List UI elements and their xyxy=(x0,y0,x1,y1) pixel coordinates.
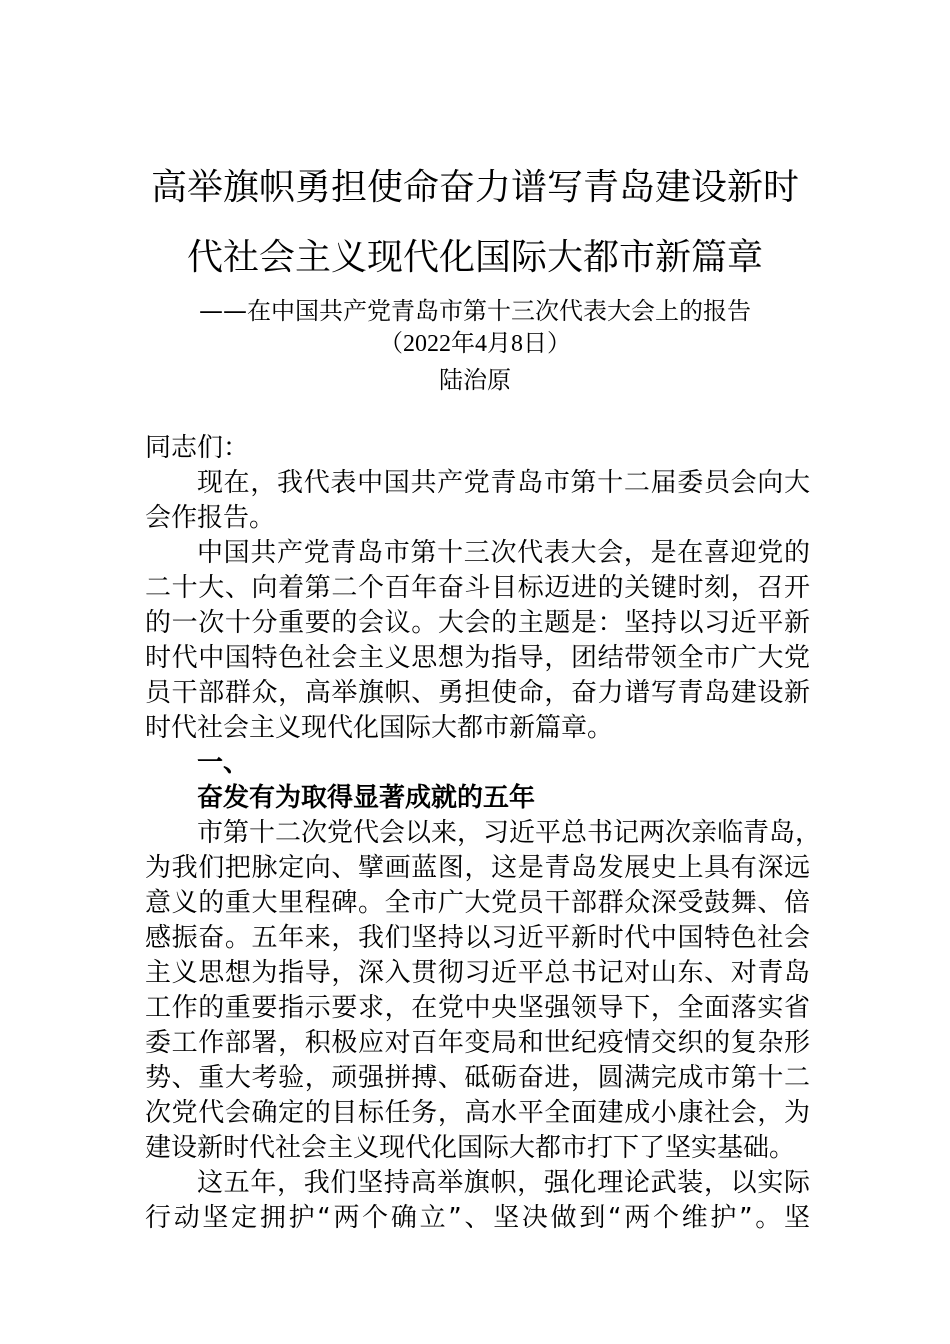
paragraph-line: 时代社会主义现代化国际大都市新篇章。 xyxy=(145,713,614,743)
paragraph-line: 工作的重要指示要求，在党中央坚强领导下，全面落实省 xyxy=(145,993,810,1023)
section-heading: 奋发有为取得显著成就的五年 xyxy=(197,783,536,813)
salutation: 同志们： xyxy=(145,433,250,463)
section-number: 一、 xyxy=(197,748,250,778)
paragraph-line: 这五年，我们坚持高举旗帜，强化理论武装，以实际 xyxy=(197,1168,810,1198)
document-date: （2022年4月8日） xyxy=(379,331,571,357)
paragraph-line: 中国共产党青岛市第十三次代表大会，是在喜迎党的 xyxy=(197,538,810,568)
document-author: 陆治原 xyxy=(439,366,511,394)
paragraph-line: 二十大、向着第二个百年奋斗目标迈进的关键时刻，召开 xyxy=(145,573,810,603)
paragraph-line: 意义的重大里程碑。全市广大党员干部群众深受鼓舞、倍 xyxy=(145,888,810,918)
paragraph-line: 员干部群众，高举旗帜、勇担使命，奋力谱写青岛建设新 xyxy=(145,678,810,708)
paragraph-line: 委工作部署，积极应对百年变局和世纪疫情交织的复杂形 xyxy=(145,1028,810,1058)
paragraph-line: 现在，我代表中国共产党青岛市第十二届委员会向大 xyxy=(197,468,810,498)
paragraph-line: 行动坚定拥护“两个确立”、坚决做到“两个维护”。坚 xyxy=(145,1203,810,1233)
document-subtitle: ——在中国共产党青岛市第十三次代表大会上的报告 xyxy=(199,297,751,325)
paragraph-line: 会作报告。 xyxy=(145,503,276,533)
paragraph-line: 市第十二次党代会以来，习近平总书记两次亲临青岛， xyxy=(197,818,822,848)
paragraph-line: 势、重大考验，顽强拼搏、砥砺奋进，圆满完成市第十二 xyxy=(145,1063,810,1093)
paragraph-line: 次党代会确定的目标任务，高水平全面建成小康社会，为 xyxy=(145,1098,810,1128)
paragraph-line: 主义思想为指导，深入贯彻习近平总书记对山东、对青岛 xyxy=(145,958,810,988)
paragraph-line: 感振奋。五年来，我们坚持以习近平新时代中国特色社会 xyxy=(145,923,810,953)
document-title-line-2: 代社会主义现代化国际大都市新篇章 xyxy=(186,237,763,278)
paragraph-line: 建设新时代社会主义现代化国际大都市打下了坚实基础。 xyxy=(145,1133,796,1163)
paragraph-line: 时代中国特色社会主义思想为指导，团结带领全市广大党 xyxy=(145,643,810,673)
document-title-line-1: 高举旗帜勇担使命奋力谱写青岛建设新时 xyxy=(150,167,799,208)
paragraph-line: 的一次十分重要的会议。大会的主题是：坚持以习近平新 xyxy=(145,608,810,638)
paragraph-line: 为我们把脉定向、擘画蓝图，这是青岛发展史上具有深远 xyxy=(145,853,810,883)
